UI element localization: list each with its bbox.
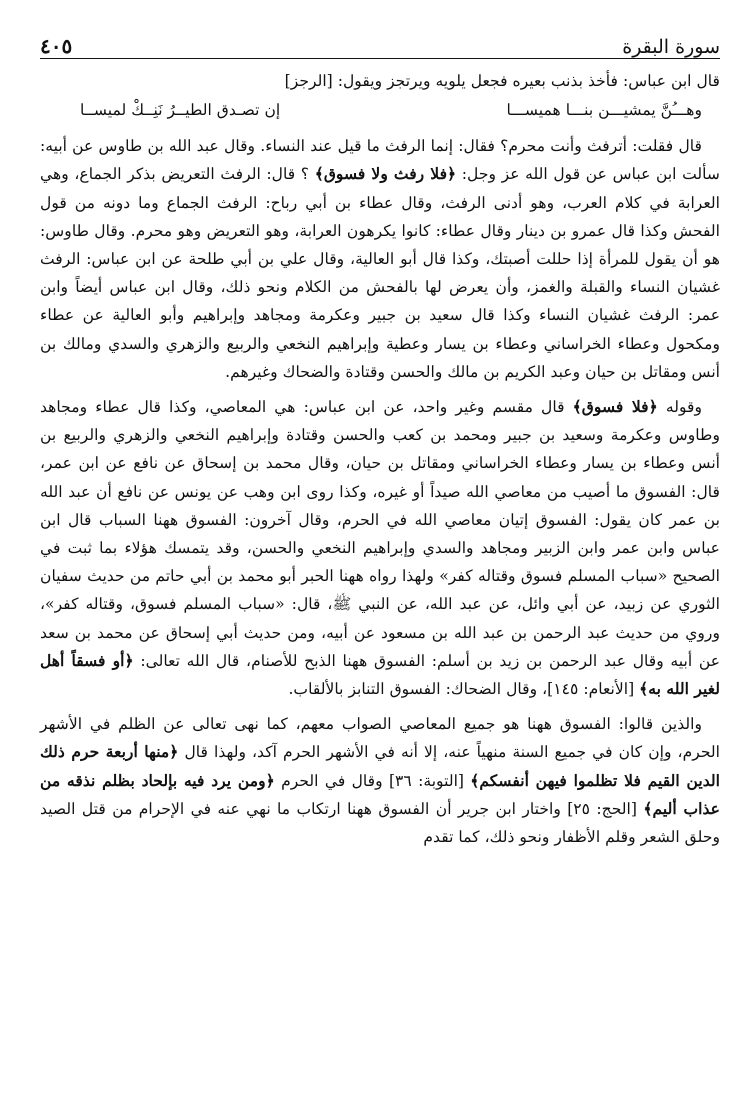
book-page bbox=[40, 28, 720, 851]
surah-title: سورة البقرة bbox=[622, 36, 720, 58]
text-line: وإبراهيم النخعي والحسن، وقد يتمسك هؤلاء بما ثبت في الصحيح «سباب المسلم فسوق bbox=[40, 539, 720, 586]
page-header bbox=[40, 28, 720, 59]
page-number: ٤٠٥ bbox=[40, 34, 73, 58]
verse-intro: قال ابن عباس: فأخذ بذنب بعيره فجعل يلويه ويرتجز ويقول: [الرجز] bbox=[284, 72, 720, 90]
text-line: وقتاله كفر» ولهذا رواه ههنا الحبر أبو محمد بن أبي حاتم من حديث سفيان الثوري عن زبيد، bbox=[40, 567, 721, 614]
text-line: ابن وهب عن يونس عن نافع أن عبد الله بن عمر كان يقول: الفسوق إتيان معاصي الله في الحرم، bbox=[40, 482, 720, 529]
text-line: التعريض بذكر الجماع، وهي العرابة في كلام العرب، وهو أدنى الرفث، وقال عطاء بن أبي bbox=[40, 165, 720, 212]
paragraph-rafath bbox=[40, 132, 720, 386]
text-line: ومجاهد وطاوس وعكرمة وسعيد بن جبير ومحمد بن كعب والحسن وقتادة وإبراهيم النخعي bbox=[40, 398, 720, 445]
text-line: والزهري والربيع بن أنس وعطاء بن يسار وعطاء الخراساني ومقاتل بن حيان، وقال محمد بن bbox=[40, 426, 720, 473]
text-line: سعد عن أبيه وقال عبد الرحمن بن زيد بن أسلم: الفسوق ههنا الذبح للأصنام، قال الله تعالى: bbox=[40, 623, 721, 670]
text-line: عطاء ومكحول وعطاء الخراساني وعطاء بن يسار وعطية وإبراهيم النخعي والربيع والزهري bbox=[40, 306, 720, 353]
quran-quote: ﴿فلا فسوق﴾ bbox=[572, 397, 658, 417]
text-line: عمر: الرفث غشيان النساء وكذا قال سعيد بن جبير وعكرمة ومجاهد وإبراهيم وأبو العالية عن bbox=[82, 306, 720, 325]
text-line: وقال آخرون: الفسوق ههنا السباب قال ابن عباس وابن عمر وابن الزبير ومجاهد والسدي bbox=[40, 510, 720, 558]
text-line: رباح: الرفث الجماع وما دونه من قول الفحش وكذا قال عمرو بن دينار وقال عطاء: كانوا bbox=[40, 193, 720, 240]
quran-quote: ﴿أو فسقاً أهل لغير الله به﴾ bbox=[40, 650, 720, 699]
text-line: وغيرهم. bbox=[225, 362, 278, 381]
paragraph-conclusion bbox=[40, 710, 720, 851]
text-line: إسحاق عن نافع عن ابن عمر، قال: الفسوق ما أصيب من معاصي الله صيداً أو غيره، وكذا روى bbox=[40, 454, 720, 501]
text-line: قال فقلت: أترفث وأنت محرم؟ فقال: إنما الرفث ما قيل عند النساء. وقال عبد الله بن bbox=[147, 137, 702, 156]
verse-hemistich-second: إن تصـدق الطيــرُ نَنِــكْ لميســا bbox=[80, 101, 281, 120]
text-line: والذين قالوا: الفسوق ههنا هو جميع المعاصي الصواب معهم، كما نهى تعالى عن الظلم في bbox=[89, 715, 702, 734]
text-line: [الأنعام: ١٤٥]، وقال الضحاك: الفسوق التنابز بالألقاب. bbox=[288, 680, 640, 699]
rajaz-verse bbox=[40, 95, 720, 125]
quran-quote: ﴿فلا رفث ولا فسوق﴾ bbox=[314, 164, 457, 184]
text-line: والسدي ومالك بن أنس ومقاتل بن حيان وعبد الكريم بن مالك والحسن وقتادة والضحاك bbox=[40, 334, 720, 381]
text-line: ارتكاب ما نهي عنه في الإحرام من قتل الصيد وحلق الشعر وقلم الأظفار ونحو ذلك، كما تقدم bbox=[40, 799, 720, 847]
page-content bbox=[40, 67, 720, 851]
text-line: طاوس عن أبيه: سألت ابن عباس عن قول الله عز وجل: bbox=[40, 137, 720, 184]
text-line: الأشهر الحرم، وإن كان في جميع السنة منهياً عنه، إلا أنه في الأشهر الحرم آكد، ولهذا قال bbox=[40, 715, 720, 762]
text-line: [الحج: ٢٥] واختار ابن جرير أن الفسوق ههنا bbox=[347, 799, 644, 818]
text-line: والقبلة والغمز، وأن يعرض لها بالفحش من الكلام ونحو ذلك، وقال ابن عباس أيضاً وابن bbox=[40, 278, 623, 297]
text-line: من حديث عبد الرحمن بن عبد الله بن مسعود عن أبيه، ومن حديث أبي إسحاق عن محمد بن bbox=[74, 623, 680, 642]
text-line: قال مقسم وغير واحد، عن ابن عباس: هي المعاصي، وكذا قال عطاء bbox=[95, 398, 573, 417]
verse-hemistich-first: وهـــُنَّ يمشيـــن بنـــا هميســـا bbox=[506, 101, 702, 120]
text-line: وقوله bbox=[657, 398, 703, 417]
text-line: عن أبي وائل، عن عبد الله، عن النبي ﷺ، قال: «سباب المسلم فسوق، وقتاله كفر»، وروي bbox=[40, 595, 720, 642]
text-line: [التوبة: ٣٦] وقال في الحرم bbox=[281, 771, 471, 790]
text-line: ؟ قال: الرفث bbox=[220, 165, 315, 184]
text-line: أصبتك، وكذا قال أبو العالية، وقال علي بن أبي طلحة عن ابن عباس: الرفث غشيان النساء bbox=[40, 250, 720, 297]
quran-quote: ﴿منها أربعة حرم ذلك الدين القيم فلا تظلموا فيهن أنفسكم﴾ bbox=[40, 742, 720, 790]
paragraph-fusuq bbox=[40, 393, 720, 703]
text-line: يكرهون العرابة، وهو التعريض وهو محرم. وقال طاوس: هو أن يقول للمرأة إذا حللت bbox=[40, 221, 720, 269]
quran-quote: ﴿ومن يرد فيه بإلحاد بظلم نذقه من عذاب أليم﴾ bbox=[40, 770, 720, 818]
